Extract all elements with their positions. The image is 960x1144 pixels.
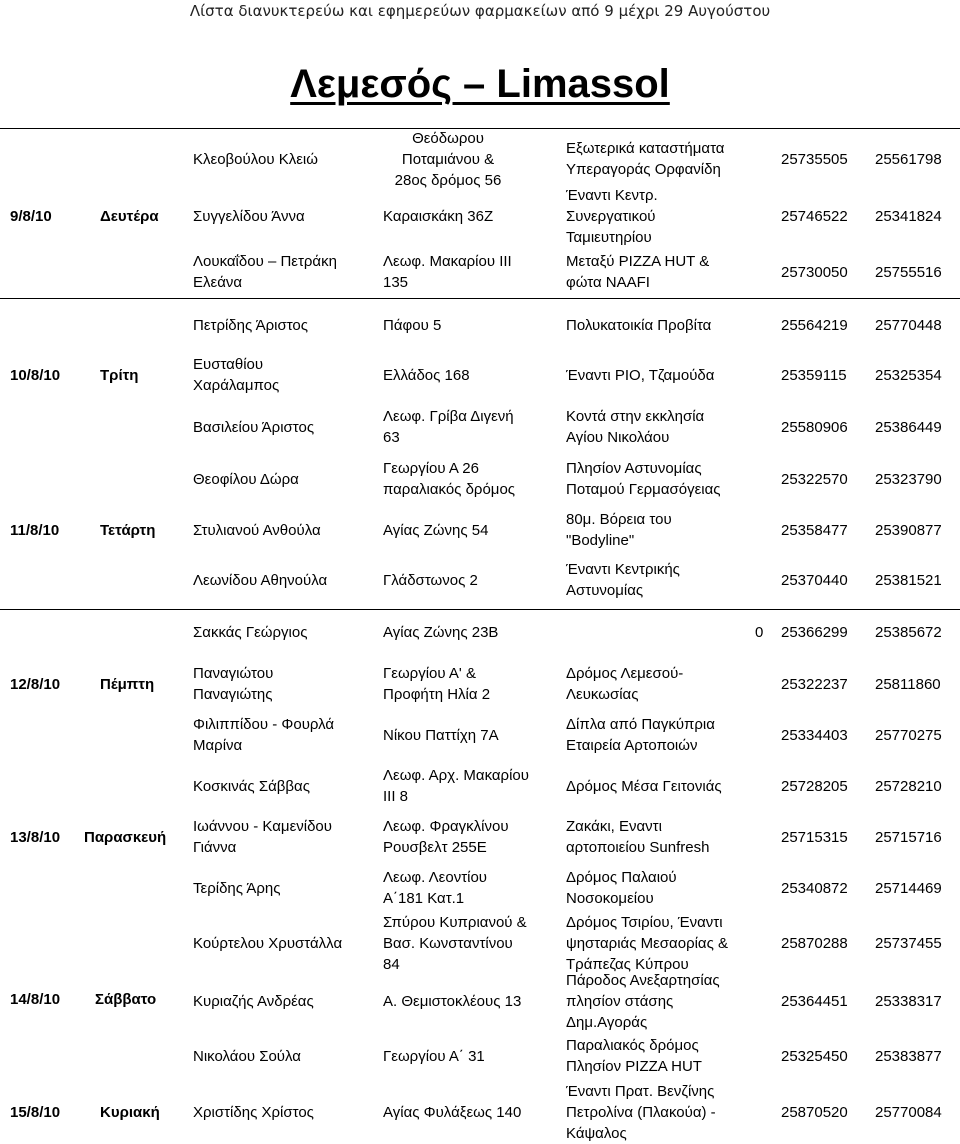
pharmacy-location-line: Υπεραγοράς Ορφανίδη xyxy=(566,161,721,178)
pharmacist-name-line: Λουκαΐδου – Πετράκη xyxy=(193,253,337,270)
pharmacy-address-line: ΙΙΙ 8 xyxy=(383,788,409,805)
pharmacy-location-line: 0 xyxy=(755,624,764,641)
pharmacy-location-line: Πολυκατοικία Προβίτα xyxy=(566,317,712,334)
pharmacist-name-line: Νικολάου Σούλα xyxy=(193,1048,301,1065)
pharmacy-location-line: Εξωτερικά καταστήματα xyxy=(566,140,725,157)
pharmacy-location-line: Έναντι Πρατ. Βενζίνης xyxy=(566,1083,715,1100)
pharmacy-address-line: Αγίας Φυλάξεως 140 xyxy=(383,1104,522,1121)
pharmacy-location xyxy=(566,776,722,797)
pharmacist-name xyxy=(193,315,308,336)
pharmacist-name xyxy=(193,251,337,293)
pharmacy-location xyxy=(566,406,704,448)
day-date: 11/8/10 xyxy=(10,522,60,539)
phone-secondary: 25715716 xyxy=(875,829,942,846)
pharmacy-address-line: 63 xyxy=(383,429,400,446)
pharmacy-location xyxy=(566,458,721,500)
pharmacy-location xyxy=(566,138,724,180)
phone-secondary: 25728210 xyxy=(875,778,942,795)
pharmacy-location-line: Τράπεζας Κύπρου xyxy=(566,956,689,973)
pharmacist-name xyxy=(193,663,273,705)
day-name: Δευτέρα xyxy=(100,208,159,225)
pharmacist-name xyxy=(193,520,321,541)
pharmacy-address-line: Γεωργίου Α' & xyxy=(383,665,476,682)
pharmacy-address-line: Καραισκάκη 36Ζ xyxy=(383,208,494,225)
pharmacy-address-line: Αγίας Ζώνης 23Β xyxy=(383,624,499,641)
pharmacy-address-line: Θεόδωρου xyxy=(412,130,484,147)
pharmacy-location-line: φώτα NAAFI xyxy=(566,274,650,291)
pharmacy-address-line: Προφήτη Ηλία 2 xyxy=(383,686,491,703)
pharmacist-name-line: Λεωνίδου Αθηνούλα xyxy=(193,572,328,589)
pharmacy-address-line: Γεωργίου Α 26 xyxy=(383,460,479,477)
pharmacy-location-line: Ποταμού Γερμασόγειας xyxy=(566,481,721,498)
pharmacy-address-line: παραλιακός δρόμος xyxy=(383,481,516,498)
pharmacy-location xyxy=(566,509,672,551)
phone-primary: 25334403 xyxy=(781,727,848,744)
phone-secondary: 25811860 xyxy=(875,676,941,693)
pharmacist-name-line: Ιωάννου - Καμενίδου xyxy=(193,818,332,835)
pharmacy-location-line: Δρόμος Μέσα Γειτονιάς xyxy=(566,778,722,795)
pharmacy-address-line: Λεωφ. Λεοντίου xyxy=(383,869,488,886)
page-title-text: Λεμεσός – Limassol xyxy=(290,62,670,106)
pharmacy-location-line: 80μ. Βόρεια του xyxy=(566,511,672,528)
pharmacist-name xyxy=(193,776,310,797)
phone-primary: 25325450 xyxy=(781,1048,848,1065)
phone-secondary: 25341824 xyxy=(875,208,942,225)
pharmacy-address xyxy=(383,912,527,975)
pharmacy-address xyxy=(383,663,490,705)
pharmacy-address-line: Ρουσβελτ 255Ε xyxy=(383,839,487,856)
pharmacy-address-line: 84 xyxy=(383,956,400,973)
pharmacy-address xyxy=(383,1046,485,1067)
phone-primary: 25364451 xyxy=(781,993,848,1010)
phone-secondary: 25381521 xyxy=(875,572,942,589)
pharmacist-name-line: Χαράλαμπος xyxy=(193,377,280,394)
pharmacy-location-line: Δρόμος Παλαιού xyxy=(566,869,677,886)
day-name: Σάββατο xyxy=(95,991,157,1008)
pharmacy-location-line: Πλησίον PIZZA HUT xyxy=(566,1058,702,1075)
phone-secondary: 25770448 xyxy=(875,317,942,334)
pharmacy-address-line: Α΄181 Κατ.1 xyxy=(383,890,465,907)
divider xyxy=(0,609,960,610)
pharmacy-address xyxy=(383,765,529,807)
pharmacist-name-line: Γιάννα xyxy=(193,839,237,856)
pharmacist-name-line: Φιλιππίδου - Φουρλά xyxy=(193,716,335,733)
phone-secondary: 25737455 xyxy=(875,935,942,952)
pharmacy-address-line: 28ος δρόμος 56 xyxy=(394,172,502,189)
phone-primary: 25870520 xyxy=(781,1104,848,1121)
pharmacy-location xyxy=(755,622,763,643)
phone-primary: 25359115 xyxy=(781,367,847,384)
pharmacy-address xyxy=(383,867,487,909)
pharmacist-name xyxy=(193,206,305,227)
pharmacist-name-line: Ευσταθίου xyxy=(193,356,264,373)
pharmacy-address-line: Αγίας Ζώνης 54 xyxy=(383,522,489,539)
pharmacy-address-line: Ποταμιάνου & xyxy=(401,151,495,168)
pharmacy-location-line: Μεταξύ PIZZA HUT & xyxy=(566,253,710,270)
pharmacy-address-line: Λεωφ. Μακαρίου III xyxy=(383,253,512,270)
phone-primary: 25728205 xyxy=(781,778,848,795)
phone-secondary: 25386449 xyxy=(875,419,942,436)
pharmacy-location-line: Έναντι ΡΙΟ, Τζαμούδα xyxy=(566,367,715,384)
day-date: 15/8/10 xyxy=(10,1104,61,1121)
pharmacist-name xyxy=(193,933,342,954)
phone-primary: 25340872 xyxy=(781,880,848,897)
phone-primary: 25322237 xyxy=(781,676,848,693)
pharmacist-name xyxy=(193,816,332,858)
pharmacy-address xyxy=(383,991,521,1012)
pharmacy-address-line: Λεωφ. Γρίβα Διγενή xyxy=(383,408,514,425)
pharmacist-name-line: Ελεάνα xyxy=(193,274,243,291)
pharmacy-location xyxy=(566,559,680,601)
pharmacy-location-line: Κάψαλος xyxy=(566,1125,627,1142)
pharmacy-address-line: Α. Θεμιστοκλέους 13 xyxy=(383,993,522,1010)
pharmacy-location xyxy=(566,663,683,705)
phone-secondary: 25561798 xyxy=(875,151,942,168)
phone-primary: 25735505 xyxy=(781,151,848,168)
pharmacy-location xyxy=(566,867,677,909)
pharmacy-location-line: πλησίον στάσης xyxy=(566,993,674,1010)
phone-primary: 25715315 xyxy=(781,829,848,846)
pharmacist-name xyxy=(193,1046,301,1067)
phone-primary: 25730050 xyxy=(781,264,848,281)
pharmacy-location-line: Ταμιευτηρίου xyxy=(566,229,652,246)
phone-secondary: 25714469 xyxy=(875,880,942,897)
phone-secondary: 25770084 xyxy=(875,1104,942,1121)
day-date: 9/8/10 xyxy=(10,208,52,225)
pharmacy-address-line: Βασ. Κωνσταντίνου xyxy=(383,935,513,952)
pharmacy-location-line: Δίπλα από Παγκύπρια xyxy=(566,716,715,733)
pharmacy-address-line: 135 xyxy=(383,274,409,291)
phone-secondary: 25385672 xyxy=(875,624,942,641)
pharmacy-location-line: ψησταριάς Μεσαορίας & xyxy=(566,935,729,952)
pharmacist-name xyxy=(193,570,327,591)
pharmacist-name xyxy=(193,469,299,490)
pharmacy-location-line: Έναντι Κεντρικής xyxy=(566,561,680,578)
pharmacist-name-line: Κούρτελου Χρυστάλλα xyxy=(193,935,343,952)
pharmacist-name-line: Παναγιώτης xyxy=(193,686,273,703)
pharmacy-location-line: Συνεργατικού xyxy=(566,208,656,225)
pharmacy-address xyxy=(383,206,493,227)
phone-primary: 25564219 xyxy=(781,317,848,334)
pharmacist-name xyxy=(193,991,314,1012)
divider xyxy=(0,298,960,299)
pharmacy-location xyxy=(566,816,709,858)
day-name: Κυριακή xyxy=(100,1104,160,1121)
pharmacist-name xyxy=(193,878,280,899)
phone-secondary: 25770275 xyxy=(875,727,942,744)
pharmacy-location xyxy=(566,912,728,975)
pharmacy-address xyxy=(383,315,441,336)
pharmacy-address-line: Γεωργίου Α΄ 31 xyxy=(383,1048,485,1065)
phone-secondary: 25383877 xyxy=(875,1048,942,1065)
pharmacy-address-line: Γλάδστωνος 2 xyxy=(383,572,478,589)
pharmacy-address xyxy=(383,128,513,191)
pharmacy-address xyxy=(383,406,514,448)
pharmacy-location-line: Πλησίον Αστυνομίας xyxy=(566,460,702,477)
pharmacy-location-line: Δρόμος Λεμεσού- xyxy=(566,665,684,682)
pharmacy-location-line: Λευκωσίας xyxy=(566,686,639,703)
page-title xyxy=(0,56,960,112)
pharmacy-location-line: Πάροδος Ανεξαρτησίας xyxy=(566,972,720,989)
pharmacy-address-line: Σπύρου Κυπριανού & xyxy=(383,914,527,931)
pharmacy-location xyxy=(566,1081,716,1144)
pharmacist-name xyxy=(193,149,318,170)
pharmacist-name-line: Θεοφίλου Δώρα xyxy=(193,471,299,488)
pharmacy-address xyxy=(383,458,515,500)
pharmacy-address xyxy=(383,251,512,293)
pharmacy-location-line: Αστυνομίας xyxy=(566,582,644,599)
pharmacist-name-line: Χριστίδης Χρίστος xyxy=(193,1104,314,1121)
phone-primary: 25870288 xyxy=(781,935,848,952)
pharmacy-location-line: Πετρολίνα (Πλακούα) - xyxy=(566,1104,716,1121)
pharmacist-name-line: Παναγιώτου xyxy=(193,665,274,682)
phone-primary: 25580906 xyxy=(781,419,848,436)
pharmacist-name-line: Κυριαζής Ανδρέας xyxy=(193,993,314,1010)
day-date: 12/8/10 xyxy=(10,676,61,693)
pharmacy-location-line: Δημ.Αγοράς xyxy=(566,1014,648,1031)
pharmacy-location-line: Εταιρεία Αρτοποιών xyxy=(566,737,698,754)
pharmacy-address-line: Πάφου 5 xyxy=(383,317,442,334)
pharmacist-name-line: Σακκάς Γεώργιος xyxy=(193,624,308,641)
day-name: Παρασκευή xyxy=(84,829,167,846)
pharmacy-address-line: Λεωφ. Αρχ. Μακαρίου xyxy=(383,767,529,784)
pharmacy-address-line: Ελλάδος 168 xyxy=(383,367,470,384)
phone-primary: 25358477 xyxy=(781,522,848,539)
pharmacist-name xyxy=(193,1102,314,1123)
phone-primary: 25366299 xyxy=(781,624,848,641)
day-name: Τετάρτη xyxy=(100,522,156,539)
pharmacist-name-line: Συγγελίδου Άννα xyxy=(193,208,305,225)
pharmacist-name-line: Τερίδης Άρης xyxy=(193,880,281,897)
phone-secondary: 25323790 xyxy=(875,471,942,488)
pharmacist-name-line: Στυλιανού Ανθούλα xyxy=(193,522,321,539)
pharmacist-name xyxy=(193,417,314,438)
pharmacist-name-line: Πετρίδης Άριστος xyxy=(193,317,308,334)
pharmacist-name xyxy=(193,622,307,643)
pharmacy-address xyxy=(383,570,478,591)
pharmacy-location xyxy=(566,315,711,336)
pharmacy-location-line: "Bodyline" xyxy=(566,532,635,549)
pharmacy-address-line: Λεωφ. Φραγκλίνου xyxy=(383,818,509,835)
phone-primary: 25746522 xyxy=(781,208,848,225)
pharmacist-name-line: Κοσκινάς Σάββας xyxy=(193,778,310,795)
pharmacy-location xyxy=(566,365,714,386)
day-date: 13/8/10 xyxy=(10,829,61,846)
day-name: Πέμπτη xyxy=(100,676,155,693)
pharmacy-location xyxy=(566,1035,702,1077)
pharmacy-location-line: Αγίου Νικολάου xyxy=(566,429,670,446)
phone-primary: 25370440 xyxy=(781,572,848,589)
pharmacy-location-line: Παραλιακός δρόμος xyxy=(566,1037,699,1054)
phone-secondary: 25325354 xyxy=(875,367,942,384)
pharmacy-location xyxy=(566,251,709,293)
pharmacy-location xyxy=(566,970,720,1033)
pharmacy-location-line: αρτοποιείου Sunfresh xyxy=(566,839,710,856)
pharmacy-location-line: Έναντι Κεντρ. xyxy=(566,187,658,204)
pharmacist-name-line: Βασιλείου Άριστος xyxy=(193,419,315,436)
pharmacy-location-line: Νοσοκομείου xyxy=(566,890,654,907)
pharmacy-address xyxy=(383,622,498,643)
pharmacy-location-line: Δρόμος Τσιρίου, Έναντι xyxy=(566,914,723,931)
pharmacy-location xyxy=(566,185,658,248)
pharmacist-name xyxy=(193,714,334,756)
pharmacist-name xyxy=(193,354,279,396)
pharmacy-address xyxy=(383,816,509,858)
pharmacy-location-line: Ζακάκι, Εναντι xyxy=(566,818,662,835)
pharmacy-address xyxy=(383,725,499,746)
pharmacist-name-line: Μαρίνα xyxy=(193,737,243,754)
day-name: Τρίτη xyxy=(100,367,139,384)
day-date: 14/8/10 xyxy=(10,991,61,1008)
pharmacy-location-line: Κοντά στην εκκλησία xyxy=(566,408,705,425)
pharmacy-address-line: Νίκου Παττίχη 7Α xyxy=(383,727,499,744)
phone-secondary: 25390877 xyxy=(875,522,942,539)
pharmacy-location xyxy=(566,714,715,756)
pharmacist-name-line: Κλεοβούλου Κλειώ xyxy=(193,151,318,168)
phone-secondary: 25755516 xyxy=(875,264,942,281)
phone-primary: 25322570 xyxy=(781,471,848,488)
day-date: 10/8/10 xyxy=(10,367,61,384)
pharmacy-address xyxy=(383,520,488,541)
document-header: Λίστα διανυκτερεύω και εφημερεύων φαρμακείων από 9 μέχρι 29 Αυγούστου xyxy=(189,2,771,20)
pharmacy-address xyxy=(383,365,470,386)
phone-secondary: 25338317 xyxy=(875,993,942,1010)
pharmacy-address xyxy=(383,1102,521,1123)
